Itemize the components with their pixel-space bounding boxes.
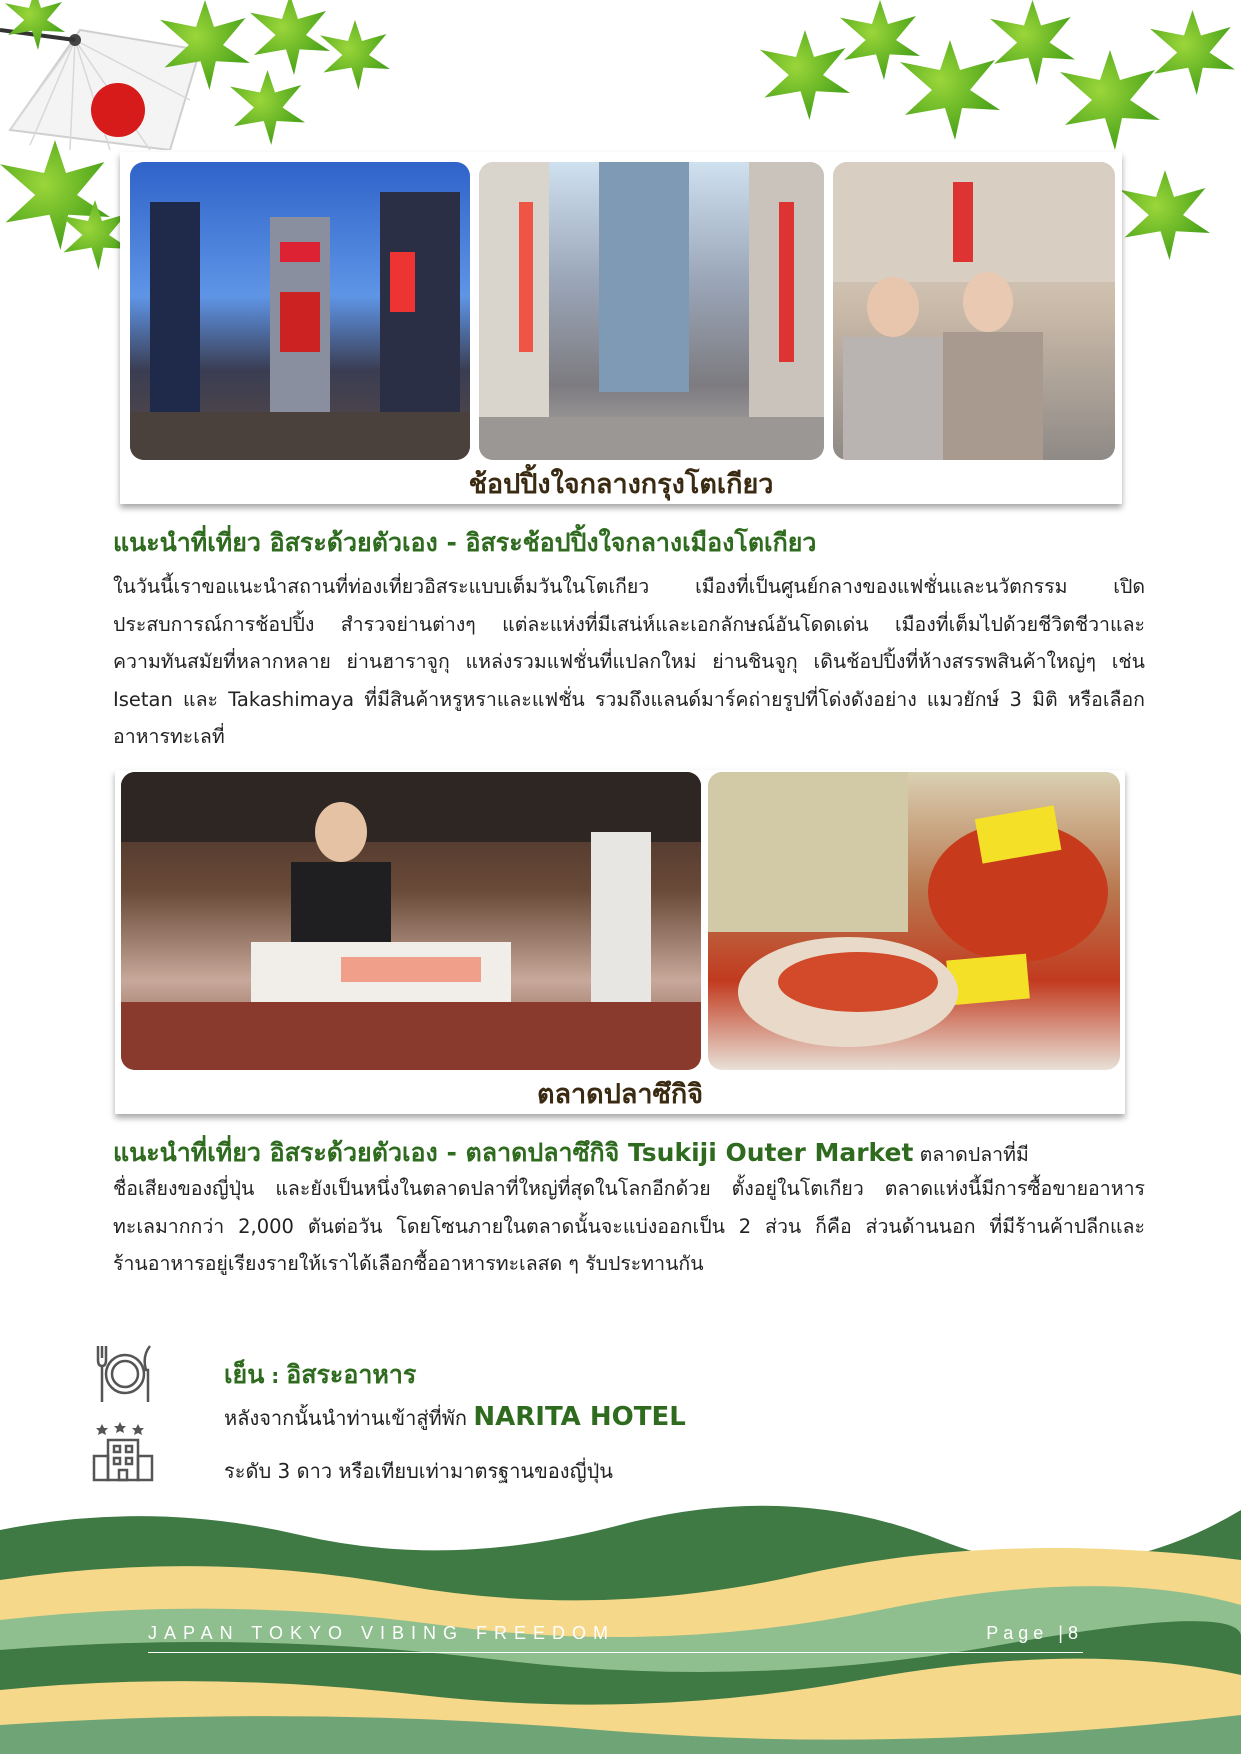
section1-heading: แนะนำที่เที่ยว อิสระด้วยตัวเอง - อิสระช้อปปิ้งใจกลางเมืองโตเกียว: [113, 528, 817, 557]
section2-heading: [113, 1133, 1029, 1173]
hotel-building-icon: [90, 1418, 156, 1484]
footer-page-number: Page |8: [986, 1623, 1083, 1643]
footer-tagline: JAPAN TOKYO VIBING FREEDOM: [148, 1623, 616, 1643]
tsukiji-fish-stall-photo: [121, 772, 701, 1070]
hotel-rating: ระดับ 3 ดาว หรือเทียบเท่ามาตรฐานของญี่ปุ่น: [224, 1459, 613, 1483]
paragraph-line: ทะเลมากกว่า 2,000 ตันต่อวัน โดยโซนภายในตลาดนั้นจะแบ่งออกเป็น 2 ส่วน ก็คือ ส่วนด้านนอก ที่มีร้านค้าปลีกและ: [113, 1214, 1145, 1238]
footer-wave-band: [0, 1490, 1241, 1754]
meal-separator: :: [264, 1364, 287, 1388]
footer-divider: [148, 1652, 1083, 1653]
paragraph-line: ในวันนี้เราขอแนะนำสถานที่ท่องเที่ยวอิสระแบบเต็มวันในโตเกียว เมืองที่เป็นศูนย์กลางของแฟชั่นและนวัตกรรม เปิด: [113, 575, 1145, 598]
hotel-intro: หลังจากนั้นนำท่านเข้าสู่ที่พัก: [224, 1406, 474, 1430]
meal-label: เย็น: [224, 1360, 265, 1389]
hotel-name: NARITA HOTEL: [473, 1402, 686, 1432]
king-crab-display-photo: [708, 772, 1120, 1070]
shopping-caption: ช้อปปิ้งใจกลางกรุงโตเกียว: [468, 469, 774, 500]
meal-value: อิสระอาหาร: [286, 1360, 417, 1389]
hotel-line: [224, 1402, 686, 1434]
paragraph-line: ความทันสมัยที่หลากหลาย ย่านฮาราจูกุ แหล่งรวมแฟชั่นที่แปลกใหม่ ย่านชินจูกุ เดินช้อปปิ้งที่ห้างสรรพสินค้าใหญ่ๆ เช่น: [113, 650, 1145, 673]
shinjuku-street-photo: [479, 162, 824, 460]
paragraph-line: ประสบการณ์การช้อปปิ้ง สำรวจย่านต่างๆ แต่ละแห่งที่มีเสน่ห์และเอกลักษณ์อันโดดเด่น เมืองที่เต็มไปด้วยชีวิตชีวาและ: [113, 612, 1145, 636]
section1-paragraph: [113, 568, 1145, 756]
paragraph-line: ร้านอาหารอยู่เรียงรายให้เราได้เลือกซื้ออาหารทะเลสด ๆ รับประทานกัน: [113, 1252, 704, 1275]
shibuya-109-crossing-photo: [130, 162, 470, 460]
dinner-plate-icon: [92, 1340, 158, 1406]
meal-line: [224, 1355, 416, 1395]
paragraph-line: อาหารทะเลที่: [113, 725, 225, 748]
section2-paragraph: [113, 1170, 1145, 1283]
women-shopping-photo: [833, 162, 1115, 460]
section2-heading-tail: ตลาดปลาที่มี: [913, 1143, 1029, 1166]
market-caption: ตลาดปลาซึกิจิ: [536, 1079, 704, 1110]
section2-heading-title: แนะนำที่เที่ยว อิสระด้วยตัวเอง - ตลาดปลาซึกิจิ Tsukiji Outer Market: [113, 1138, 914, 1167]
paragraph-line: ชื่อเสียงของญี่ปุ่น และยังเป็นหนึ่งในตลาดปลาที่ใหญ่ที่สุดในโลกอีกด้วย ตั้งอยู่ในโตเกียว ตลาดแห่งนี้มีการซื้อขายอาหาร: [113, 1177, 1145, 1200]
paragraph-line: Isetan และ Takashimaya ที่มีสินค้าหรูหราและแฟชั่น รวมถึงแลนด์มาร์คถ่ายรูปที่โด่งดังอย่าง แมวยักษ์ 3 มิติ หรือเลือก: [113, 687, 1145, 711]
